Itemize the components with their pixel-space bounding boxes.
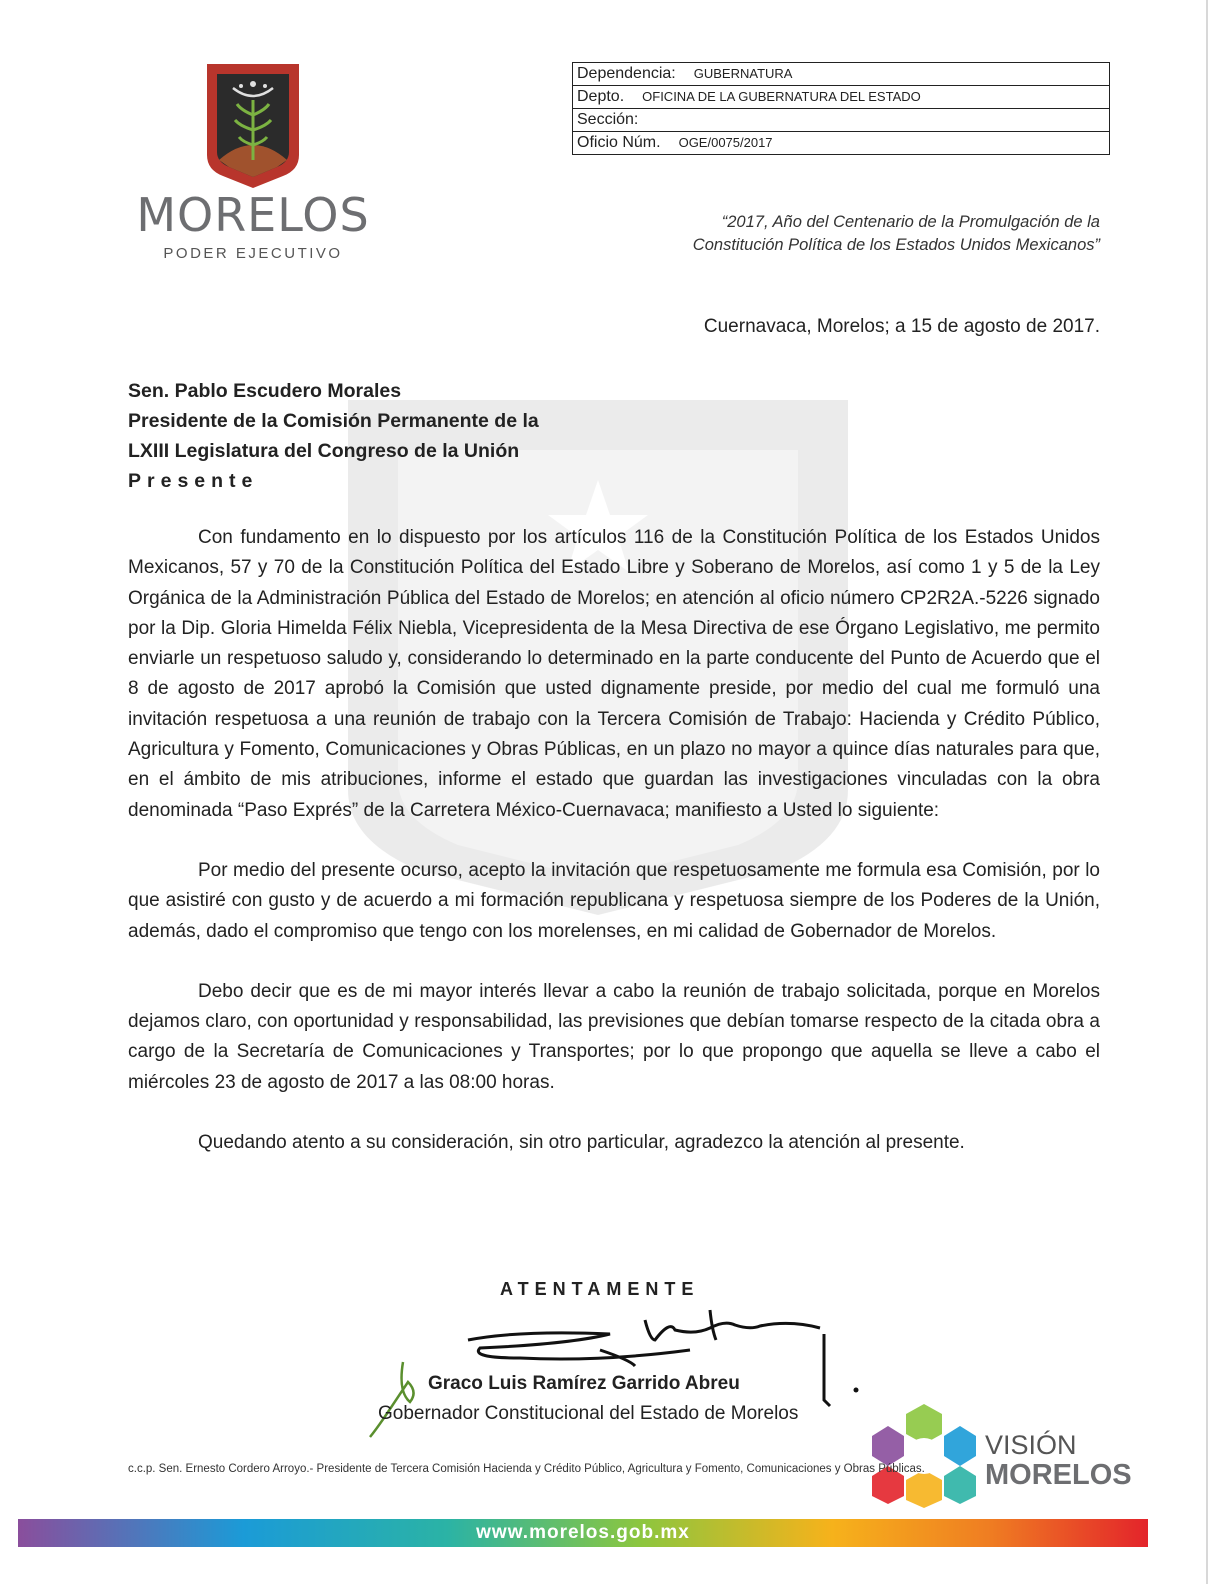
page-edge <box>1206 0 1208 1584</box>
vision-line: MORELOS <box>985 1459 1132 1491</box>
info-value: OGE/0075/2017 <box>678 135 773 150</box>
carbon-copy-line: c.c.p. Sen. Ernesto Cordero Arroyo.- Presidente de Tercera Comisión Hacienda y Crédito Público, Agricultura y Fomento, Comunicaciones y Obras Públicas. <box>128 1463 925 1475</box>
signatory-title: Gobernador Constitucional del Estado de Morelos <box>378 1403 799 1424</box>
initials-mark <box>368 1352 438 1442</box>
footer-url: www.morelos.gob.mx <box>476 1522 690 1543</box>
date-line: Cuernavaca, Morelos; a 15 de agosto de 2017. <box>703 316 1100 337</box>
recipient-block <box>128 376 539 496</box>
logo-wordmark: MORELOS <box>136 188 370 242</box>
recipient-name: Sen. Pablo Escudero Morales <box>128 380 402 402</box>
vision-morelos-wordmark <box>985 1430 1132 1490</box>
info-value: OFICINA DE LA GUBERNATURA DEL ESTADO <box>642 89 921 104</box>
vision-morelos-logo-icon <box>868 1400 980 1510</box>
info-label: Oficio Núm. <box>577 134 661 151</box>
closing-paragraph: Quedando atento a su consideración, sin otro particular, agradezco la atención al presente. <box>198 1132 965 1154</box>
morelos-logo <box>118 60 388 270</box>
motto-line: Constitución Política de los Estados Unidos Mexicanos” <box>692 236 1100 254</box>
year-motto <box>560 211 1100 257</box>
signatory-name: Graco Luis Ramírez Garrido Abreu <box>428 1373 740 1394</box>
info-row-seccion <box>573 109 1110 132</box>
info-label: Depto. <box>577 88 625 105</box>
info-row-dependencia <box>573 63 1110 86</box>
footer-color-bar <box>18 1519 1148 1547</box>
signature-bracket <box>820 1330 860 1410</box>
morelos-crest-icon <box>203 60 303 190</box>
recipient-title: LXIII Legislatura del Congreso de la Unión <box>128 440 520 462</box>
logo-subtitle: PODER EJECUTIVO <box>163 245 343 262</box>
body-paragraph: Por medio del presente ocurso, acepto la invitación que respetuosamente me formula esa Comisión, por lo que asistiré con gusto y de acuerdo a mi formación republicana y respetuosa siempre de los Poderes de la Unión, además, dado el compromiso que tengo con los morelenses, en mi calidad de Gobernador de Morelos. <box>128 859 1100 942</box>
info-value: GUBERNATURA <box>693 66 793 81</box>
info-label: Sección: <box>577 111 639 128</box>
motto-line: “2017, Año del Centenario de la Promulgación de la <box>721 213 1100 231</box>
office-info-table <box>572 62 1110 155</box>
vision-line: VISIÓN <box>985 1430 1077 1460</box>
info-label: Dependencia: <box>577 65 676 82</box>
body-paragraph: Debo decir que es de mi mayor interés llevar a cabo la reunión de trabajo solicitada, porque en Morelos dejamos claro, con oportunidad y responsabilidad, las previsiones que debían tomarse respecto de la citada obra a cargo de la Secretaría de Comunicaciones y Transportes; por lo que propongo que aquella se lleve a cabo el miércoles 23 de agosto de 2017 a las 08:00 horas. <box>128 980 1100 1093</box>
signature-heading: ATENTAMENTE <box>500 1279 700 1299</box>
body-paragraph: Con fundamento en lo dispuesto por los artículos 116 de la Constitución Política de los Estados Unidos Mexicanos, 57 y 70 de la Constitución Política del Estado Libre y Soberano de Morelos, así como 1 y 5 de la Ley Orgánica de la Administración Pública del Estado de Morelos; en atención al oficio número CP2R2A.-5226 signado por la Dip. Gloria Himelda Félix Niebla, Vicepresidenta de la Mesa Directiva de ese Órgano Legislativo, me permito enviarle un respetuoso saludo y, considerando lo determinado en la parte conducente del Punto de Acuerdo que el 8 de agosto de 2017 aprobó la Comisión que usted dignamente preside, por medio del cual me formuló una invitación respetuosa a una reunión de trabajo con la Tercera Comisión de Trabajo: Hacienda y Crédito Público, Agricultura y Fomento, Comunicaciones y Obras Públicas, en un plazo no mayor a quince días naturales para que, en el ámbito de mis atribuciones, informe el estado que guardan las investigaciones vinculadas con la obra denominada “Paso Exprés” de la Carretera México-Cuernavaca; manifiesto a Usted lo siguiente: <box>128 527 1100 821</box>
recipient-title: Presidente de la Comisión Permanente de la <box>128 410 539 432</box>
letter-body <box>128 523 1100 1188</box>
info-row-depto <box>573 86 1110 109</box>
recipient-presente: Presente <box>128 470 259 492</box>
info-row-oficio <box>573 132 1110 155</box>
